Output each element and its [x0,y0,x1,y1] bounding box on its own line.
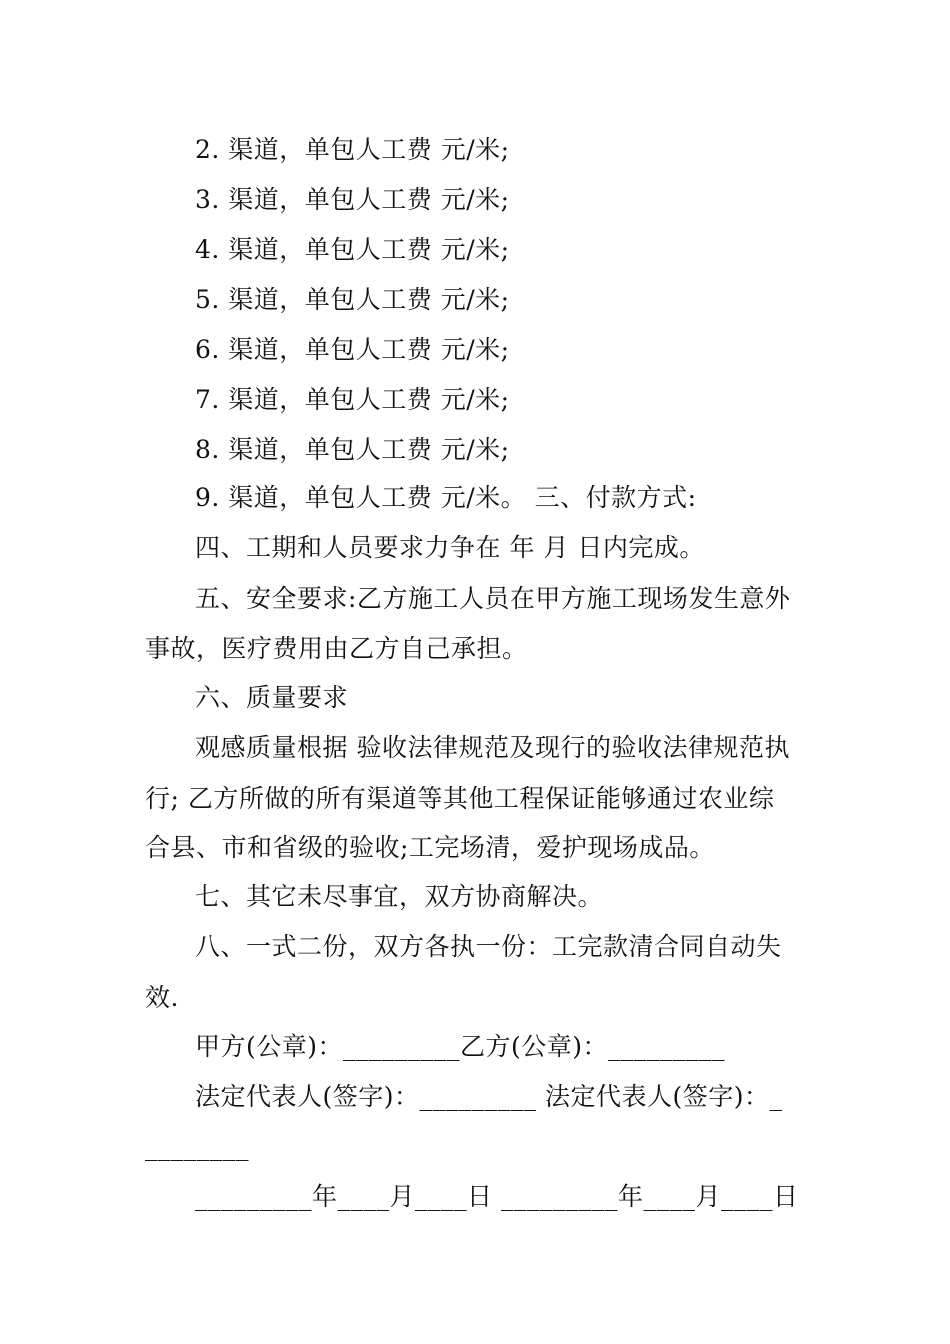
text-line-4: 5. 渠道，单包人工费 元/米; [195,285,510,314]
signature-line-representative: 法定代表人(签字)：_________ 法定代表人(签字)：_ [195,1082,783,1111]
text-line-6: 7. 渠道，单包人工费 元/米; [195,385,510,414]
text-line-3: 4. 渠道，单包人工费 元/米; [195,235,510,264]
text-line-12: 六、质量要求 [195,683,349,712]
text-line-1: 2. 渠道，单包人工费 元/米; [195,135,510,164]
text-line-2: 3. 渠道，单包人工费 元/米; [195,185,510,214]
text-line-15: 合县、市和省级的验收;工完场清，爱护现场成品。 [145,833,715,862]
signature-line-continuation: ________ [145,1132,249,1161]
text-line-5: 6. 渠道，单包人工费 元/米; [195,335,510,364]
signature-line-seal: 甲方(公章)：_________乙方(公章)：_________ [195,1032,726,1061]
text-line-9: 四、工期和人员要求力争在 年 月 日内完成。 [195,533,705,562]
text-line-7: 8. 渠道，单包人工费 元/米; [195,435,510,464]
text-line-11: 事故，医疗费用由乙方自己承担。 [145,634,528,663]
text-line-10: 五、安全要求:乙方施工人员在甲方施工现场发生意外 [195,584,791,613]
text-line-17: 八、一式二份，双方各执一份：工完款清合同自动失 [195,932,782,961]
text-line-8: 9. 渠道，单包人工费 元/米。 三、付款方式: [195,483,697,512]
text-line-13: 观感质量根据 验收法律规范及现行的验收法律规范执 [195,733,790,762]
date-line: _________年____月____日 _________年____月____日 [195,1182,799,1211]
text-line-14: 行; 乙方所做的所有渠道等其他工程保证能够通过农业综 [145,784,775,813]
text-line-18: 效. [145,983,179,1012]
text-line-16: 七、其它未尽事宜，双方协商解决。 [195,882,604,911]
